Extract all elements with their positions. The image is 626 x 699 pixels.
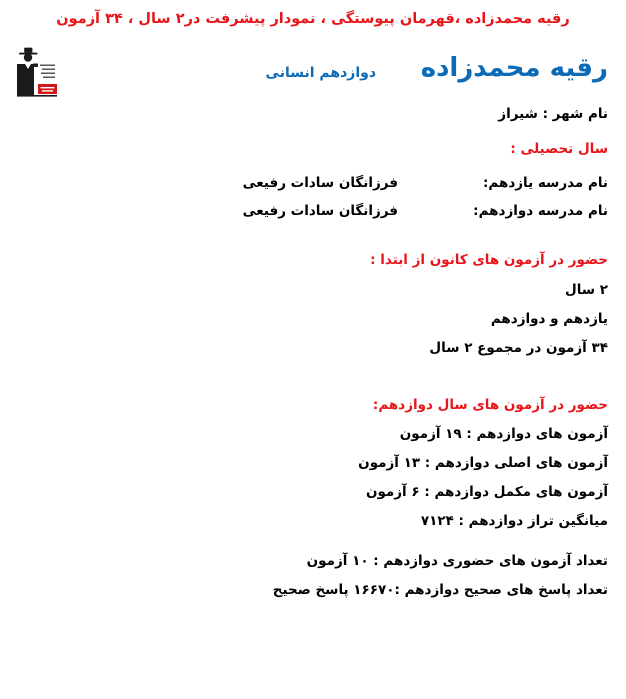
attendance-years-value: ۲ سال	[564, 282, 608, 298]
page-title: رقیه محمدزاده ،قهرمان پیوستگی ، نمودار پیشرفت در۲ سال ، ۳۴ آزمون	[56, 11, 570, 27]
grade12-average-taraz: میانگین تراز دوازدهم : ۷۱۲۴	[420, 513, 608, 529]
attendance-grades-value: یازدهم و دوازدهم	[490, 311, 608, 327]
grade12-correct-answers: تعداد پاسخ های صحیح دوازدهم :۱۶۶۷۰ پاسخ صحیح	[272, 582, 608, 598]
student-name: رقیه محمدزاده	[420, 53, 608, 83]
attendance-total-exams-value: ۳۴ آزمون در مجموع ۲ سال	[429, 340, 608, 356]
grade12-in-person-exams: تعداد آزمون های حضوری دوازدهم : ۱۰ آزمون	[306, 553, 608, 569]
grade12-supplementary-exams: آزمون های مکمل دوازدهم : ۶ آزمون	[365, 484, 608, 500]
school-12-value: فرزانگان سادات رفیعی	[242, 203, 398, 219]
school-11-value: فرزانگان سادات رفیعی	[242, 175, 398, 191]
academic-year-label: سال تحصیلی :	[510, 141, 608, 157]
grade12-main-exams: آزمون های اصلی دوازدهم : ۱۳ آزمون	[358, 455, 608, 471]
grade12-attendance-heading: حضور در آزمون های سال دوازدهم:	[372, 397, 608, 413]
school-11-label: نام مدرسه یازدهم:	[482, 175, 608, 191]
attendance-since-start-heading: حضور در آزمون های کانون از ابتدا :	[370, 252, 608, 268]
city-line: نام شهر : شیراز	[498, 106, 608, 122]
school-12-label: نام مدرسه دوازدهم:	[473, 203, 608, 219]
student-grade: دوازدهم انسانی	[265, 65, 376, 81]
student-header	[0, 52, 626, 92]
grade12-total-exams: آزمون های دوازدهم : ۱۹ آزمون	[399, 426, 608, 442]
